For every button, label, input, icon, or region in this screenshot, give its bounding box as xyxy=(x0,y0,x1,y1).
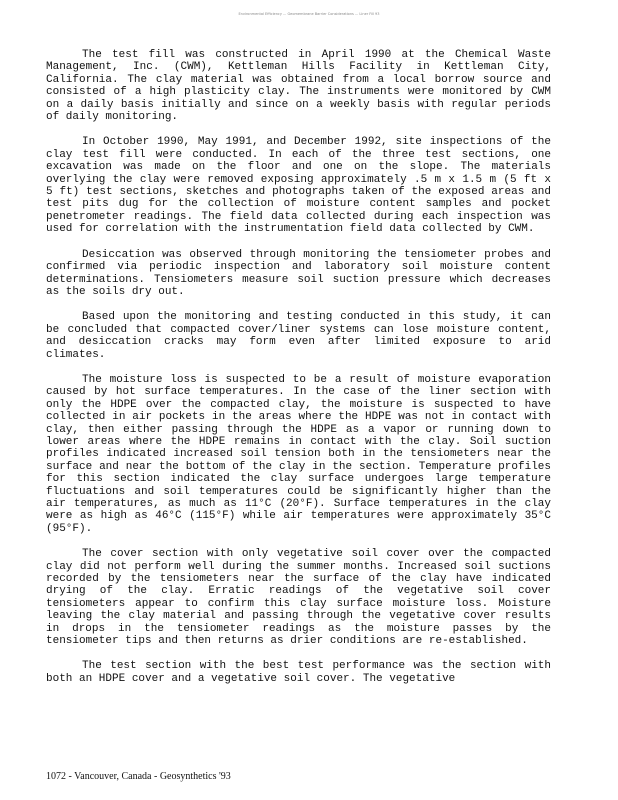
paragraph-2: In October 1990, May 1991, and December 1992, site inspections of the clay test fill were conducted. In each of the three test sections, one excavation was made on the floor and one on the slope. The materials overlying the clay were removed exposing approximately .5 m x 1.5 m (5 ft x 5 ft) test sections, sketches and photographs taken of the exposed areas and test pits dug for the collection of moisture content samples and pocket penetrometer readings. The field data collected during each inspection was used for correlation with the instrumentation field data collected by CWM. xyxy=(46,136,551,236)
paragraph-4: Based upon the monitoring and testing conducted in this study, it can be concluded that compacted cover/liner systems can lose moisture content, and desiccation cracks may form even after limited exposure to arid climates. xyxy=(46,311,551,361)
paragraph-6: The cover section with only vegetative soil cover over the compacted clay did not perform well during the summer months. Increased soil suctions recorded by the tensiometers near the surface of the clay have indicated drying of the clay. Erratic readings of the vegetative soil cover tensiometers appear to confirm this clay surface moisture loss. Moisture leaving the clay material and passing through the vegetative cover results in drops in the tensiometer readings as the moisture passes by the tensiometer tips and then returns as drier conditions are re-established. xyxy=(46,548,551,648)
header-note: Environmental Efficiency ... Geomembrane Barrier Considerations ... Liner Fill 93 xyxy=(238,12,380,16)
body-text xyxy=(46,49,551,698)
paragraph-5: The moisture loss is suspected to be a result of moisture evaporation caused by hot surface temperatures. In the case of the liner section with only the HDPE over the compacted clay, the moisture is suspected to have collected in air pockets in the areas where the HDPE was not in contact with clay, then either passing through the HDPE as a vapor or running down to lower areas where the HDPE remains in contact with the clay. Soil suction profiles indicated increased soil tension both in the tensiometers near the surface and near the bottom of the clay in the section. Temperature profiles for this section indicated the clay surface undergoes large temperature fluctuations and soil temperatures could be significantly higher than the air temperatures, as much as 11°C (20°F). Surface temperatures in the clay were as high as 46°C (115°F) while air temperatures were approximately 35°C (95°F). xyxy=(46,373,551,535)
paragraph-3: Desiccation was observed through monitoring the tensiometer probes and confirmed via periodic inspection and laboratory soil moisture content determinations. Tensiometers measure soil suction pressure which decreases as the soils dry out. xyxy=(46,248,551,298)
paragraph-1: The test fill was constructed in April 1990 at the Chemical Waste Management, Inc. (CWM), Kettleman Hills Facility in Kettleman City, California. The clay material was obtained from a local borrow source and consisted of a high plasticity clay. The instruments were monitored by CWM on a daily basis initially and since on a weekly basis with regular periods of daily monitoring. xyxy=(46,49,551,124)
page-footer: 1072 - Vancouver, Canada - Geosynthetics '93 xyxy=(46,771,231,782)
paragraph-7: The test section with the best test performance was the section with both an HDPE cover and a vegetative soil cover. The vegetative xyxy=(46,660,551,685)
